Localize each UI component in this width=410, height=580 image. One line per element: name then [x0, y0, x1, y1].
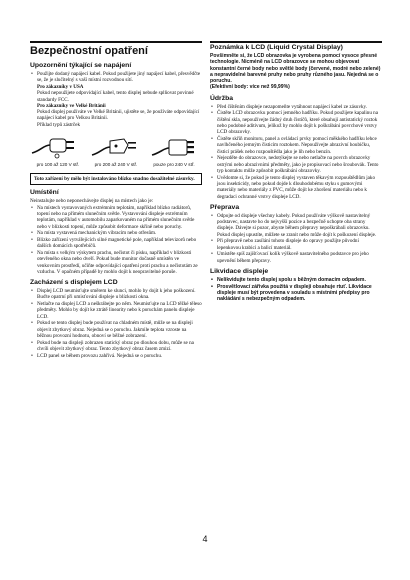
- list-item: • Na místa s velkým výskytem prachu, nečistot či písku, například v blízkosti otevřeného okna nebo dveří. Pokud bude monitor dočasně umístěn ve venkovním prostředí, učiňte odpovídající opatření proti prachu a nečistotám ze vzduchu. V opačném případě by mohlo dojít k neopravitelné poruše.: [37, 250, 202, 275]
- list-item: • Displej LCD neumisťujte směrem ke slunci, mohlo by dojít k jeho poškození. Buďte opatrní při umisťování displeje u blízkosti okna.: [37, 288, 202, 301]
- lcd-handling-heading: Zacházení s displejem LCD: [30, 279, 118, 287]
- disposal-list: [210, 277, 382, 303]
- uk-text: Pokud displej používáte ve Velké Británii, ujistěte se, že používáte odpovídající napájecí kabel pro Velkou Británii.: [37, 109, 200, 122]
- list-item: • Na místa vystavená mechanickým vibracím nebo otřesům.: [37, 230, 202, 236]
- placement-heading: Umístění: [30, 189, 59, 197]
- placement-list: [30, 205, 202, 275]
- list-item: • Odpojte od displeje všechny kabely. Pokud používáte výškově nastavitelný podstavec, nastavte ho do nejvyšší pozice a bezpečně uchopte oba strany displeje. Dávejte si pozor, abyste během přepravy nepoškrábali obrazovku. Pokud displej upustíte, můžete se zranit nebo může dojít k poškození displeje.: [217, 213, 382, 238]
- list-item: • Při přepravě nebo zasílání tohoto displeje do opravy použijte původní lepenkovou krabici a balicí materiál.: [217, 238, 382, 251]
- plug-eu-icon: [90, 131, 142, 161]
- outlet-warning-text: Toto zařízení by mělo být instalováno blízko snadno dosažitelné zásuvky.: [34, 176, 195, 183]
- plug-example-label: Příklad typů zástrček: [37, 121, 81, 128]
- list-item: • Uvědomte si, že pokud je tento displej vystaven těkavým rozpouštědlům jako jsou insekticidy, nebo pokud dojde k dlouhodobému styku s gumovými materiály nebo materiály z PVC, může dojít ke zhoršení materiálu nebo k degradaci ochranné vrstvy displeje LCD.: [217, 175, 382, 200]
- list-item: • Použijte dodaný napájecí kabel. Pokud použijete jiný napájecí kabel, přesvědčte se, že je slučitelný s vaší místní rozvodnou sítí.: [37, 71, 202, 84]
- lcd-handling-list: [30, 288, 202, 359]
- list-item: • Nejezděte do obrazovce, nedotýkejte se nebo netlačte na povrch obrazovky ostrými nebo abrazivními předměty, jako je propisovací nebo šroubovák. Tento typ kontaktu může způsobit poškrábání obrazovky.: [217, 155, 382, 174]
- transport-list: [210, 213, 382, 264]
- list-item: • Blízko zařízení vytvářejících silné magnetické pole, například televizorů nebo dalších domácích spotřebičů.: [37, 237, 202, 250]
- maintenance-list: [210, 104, 382, 200]
- list-item: • LCD panel se během provozu zahřívá. Nejedná se o poruchu.: [37, 353, 202, 359]
- right-column: [210, 40, 382, 303]
- list-item: • Netlačte na displej LCD a neškrábejte po něm. Neumisťujte na LCD těžké těleso předměty. Mohlo by dojít ke ztrátě linearity nebo k poruchám panelu displeje LCD.: [37, 301, 202, 320]
- plug-caption-uk: pouze pro 240 V stř.: [153, 162, 195, 168]
- plug-illustrations: [30, 131, 202, 161]
- usa-text: Pokud nepoužijete odpovídající kabel, tento displej nebude splňovat povinné standardy FCC.: [37, 90, 194, 103]
- plug-captions: [30, 162, 202, 167]
- placement-intro: Neinstalujte nebo neponechávejte displej na místech jako je:: [30, 198, 154, 205]
- plug-caption-us: pro 100 až 120 V stř.: [36, 162, 80, 168]
- list-item: • Čistěte LCD obrazovku pomocí jemného hadříku. Pokud použijete kapalinu na čištění skla, nepoužívejte žádný druh čističů, které obsahují antistatický roztok nebo podobné aditivum, jelikož by mohlo dojít k poškrábání povrchové vrstvy LCD obrazovky.: [217, 110, 382, 135]
- list-item: • Nelikvidujte tento displej spolu s běžným domacím odpadem.: [217, 277, 382, 283]
- plug-us-icon: [30, 131, 82, 161]
- left-column: [30, 40, 202, 359]
- list-item: • Pokud se tento displej bude používat na chladném místě, může se na displeji objevit zbytkový obraz. Nejedná se o poruchu. Jakmile teplota vzroste na běžnou provozní hodnotu, obnoví se běžné zobrazení.: [37, 320, 202, 339]
- list-item: • Čistěte skříň monitoru, panel a ovládací prvky pomocí měkkého hadříku lehce navlhčeného jemným čisticím roztokem. Nepoužívejte abrazivní houbičku, čisticí prášek nebo rozpouštědla jako je líh nebo benzín.: [217, 136, 382, 155]
- lcd-note-text: Povšimněte si, že LCD obrazovka je vyrobena pomocí vysoce přesné technologie. Nicméně na LCD obrazovce se mohou objevovat konstantní černé body nebo světlé body (červené, modré nebo zelené) a nepravidelné barevné pruhy nebo pruhy různého jasu. Nejedná se o poruchu.: [210, 53, 381, 85]
- disposal-heading: Likvidace displeje: [210, 267, 269, 275]
- uk-label: Pro zákazníky ve Velké Británii: [37, 102, 106, 109]
- power-details: [30, 84, 202, 128]
- usa-label: Pro zákazníky v USA: [37, 83, 84, 90]
- list-item: • Před čištěním displeje nezapomeňte vytáhnout napájecí kabel ze zásuvky.: [217, 104, 382, 110]
- list-item: • Pokud bude na displeji zobrazen statický obraz po dlouhou dobu, může se na chvíli objevit zbytkový obraz. Tento zbytkový obraz časem zmizí.: [37, 340, 202, 353]
- outlet-warning-box: [30, 173, 202, 185]
- lcd-note-effective: (Efektivní body: více než 99,99%): [210, 84, 290, 91]
- plug-caption-eu: pro 200 až 240 V stř.: [94, 162, 138, 168]
- power-heading: Upozornění týkající se napájení: [30, 62, 132, 69]
- list-item: • Umístěte spíš zajišťovací kolík výškově nastavitelného podstavce pro jeho upevnění během přepravy.: [217, 251, 382, 264]
- page-title: Bezpečnostní opatření: [30, 45, 148, 57]
- power-list: [30, 71, 202, 84]
- page-number: 4: [202, 534, 208, 544]
- transport-heading: Přeprava: [210, 203, 240, 211]
- list-item: • Prosvětlovací zářivka použitá v displeji obsahuje rtuť. Likvidace displeje musí být provedena v souladu s místními předpisy pro nakládání s nebezpečným odpadem.: [217, 284, 382, 303]
- list-item: • Na místech vystavovaných extrémním teplotám, například blízko radiátorů, topení nebo na přímém slunečním světle. Vystavování displeje extrémním teplotám, například v automobilu zaparkovaném na přímém slunečním světle nebo v blízkosti topení, může způsobit deformace skříně nebo poruchy.: [37, 205, 202, 230]
- maintenance-heading: Údržba: [210, 94, 234, 102]
- lcd-note-heading: Poznámka k LCD (Liquid Crystal Display): [210, 44, 343, 51]
- plug-uk-icon: [150, 131, 202, 161]
